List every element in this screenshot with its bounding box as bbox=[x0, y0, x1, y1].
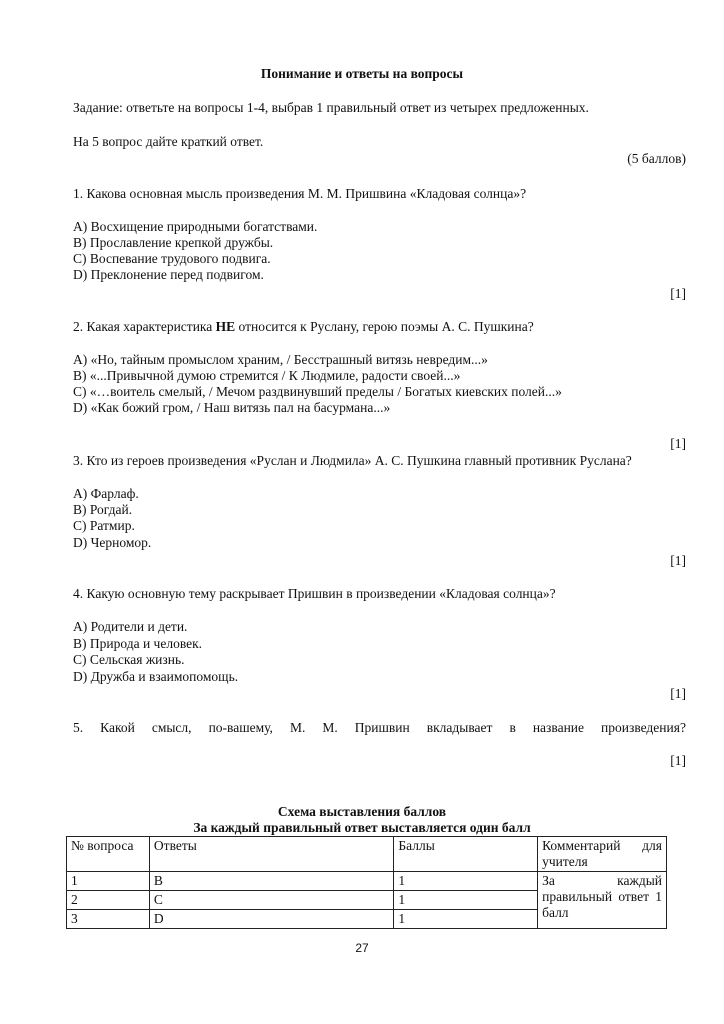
q4-option-c: C) Сельская жизнь. bbox=[73, 652, 185, 667]
table-header-row bbox=[67, 837, 667, 872]
question-1: 1. Какова основная мысль произведения М. М. Пришвина «Кладовая солнца»? bbox=[73, 186, 527, 201]
q4-score: [1] bbox=[670, 686, 686, 701]
task-instruction-2: На 5 вопрос дайте краткий ответ. bbox=[73, 134, 264, 149]
q5-word: по-вашему, bbox=[208, 720, 273, 735]
q2-option-d: D) «Как божий гром, / Наш витязь пал на басурмана...» bbox=[73, 400, 391, 415]
question-4: 4. Какую основную тему раскрывает Пришвин в произведении «Кладовая солнца»? bbox=[73, 586, 556, 601]
q2-text-pre: 2. Какая характеристика bbox=[73, 319, 216, 334]
q3-option-a: A) Фарлаф. bbox=[73, 486, 139, 501]
q5-word: смысл, bbox=[151, 720, 192, 735]
cell-question-number: 3 bbox=[67, 910, 150, 929]
cell-answer: C bbox=[149, 891, 393, 910]
page-title: Понимание и ответы на вопросы bbox=[260, 66, 464, 81]
q5-word: М. bbox=[289, 720, 306, 735]
question-3: 3. Кто из героев произведения «Руслан и Людмила» А. С. Пушкина главный противник Руслана? bbox=[73, 453, 632, 468]
total-points: (5 баллов) bbox=[627, 151, 686, 166]
q4-option-a: A) Родители и дети. bbox=[73, 619, 188, 634]
q3-option-d: D) Черномор. bbox=[73, 535, 152, 550]
q2-text-post: относится к Руслану, герою поэмы А. С. Пушкина? bbox=[235, 319, 534, 334]
q5-word: произведения? bbox=[601, 720, 686, 735]
q1-option-d: D) Преклонение перед подвигом. bbox=[73, 267, 264, 282]
q4-option-b: B) Природа и человек. bbox=[73, 636, 203, 651]
q5-word: Пришвин bbox=[354, 720, 410, 735]
q2-option-c: C) «…воитель смелый, / Мечом раздвинувший пределы / Богатых киевских полей...» bbox=[73, 384, 562, 399]
task-instruction: Задание: ответьте на вопросы 1-4, выбрав 1 правильный ответ из четырех предложенных. bbox=[73, 100, 589, 115]
q3-option-b: B) Рогдай. bbox=[73, 502, 133, 517]
q3-option-c: C) Ратмир. bbox=[73, 518, 135, 533]
q4-option-d: D) Дружба и взаимопомощь. bbox=[73, 669, 239, 684]
q5-word: М. bbox=[322, 720, 338, 735]
q2-option-a: A) «Но, тайным промыслом храним, / Бесстрашный витязь невредим...» bbox=[73, 352, 488, 367]
q1-score: [1] bbox=[670, 286, 686, 301]
q1-option-b: B) Прославление крепкой дружбы. bbox=[73, 235, 274, 250]
scoring-table bbox=[66, 836, 667, 929]
cell-points: 1 bbox=[394, 910, 538, 929]
cell-teacher-comment: За каждый правильный ответ 1 балл bbox=[538, 872, 667, 929]
question-2 bbox=[73, 319, 534, 335]
header-points: Баллы bbox=[394, 837, 538, 872]
cell-points: 1 bbox=[394, 891, 538, 910]
question-5 bbox=[73, 720, 686, 736]
q5-word: 5. bbox=[73, 720, 84, 735]
q3-score: [1] bbox=[670, 553, 686, 568]
q5-word: вкладывает bbox=[426, 720, 493, 735]
header-answers: Ответы bbox=[149, 837, 393, 872]
q2-score: [1] bbox=[670, 436, 686, 451]
q5-word: Какой bbox=[100, 720, 135, 735]
q5-word: в bbox=[509, 720, 516, 735]
cell-points: 1 bbox=[394, 872, 538, 891]
header-question-number: № вопроса bbox=[67, 837, 150, 872]
cell-question-number: 1 bbox=[67, 872, 150, 891]
cell-answer: B bbox=[149, 872, 393, 891]
q5-score: [1] bbox=[670, 753, 686, 768]
q5-word: название bbox=[532, 720, 585, 735]
header-teacher-comment: Комментарий для учителя bbox=[538, 837, 667, 872]
table-row bbox=[67, 872, 667, 891]
cell-answer: D bbox=[149, 910, 393, 929]
q1-option-a: A) Восхищение природными богатствами. bbox=[73, 219, 318, 234]
scheme-title: Схема выставления баллов bbox=[277, 804, 447, 819]
q1-option-c: C) Воспевание трудового подвига. bbox=[73, 251, 271, 266]
page-number: 27 bbox=[355, 941, 369, 955]
q2-text-bold: НЕ bbox=[215, 319, 236, 334]
scheme-subtitle: За каждый правильный ответ выставляется один балл bbox=[193, 820, 531, 835]
cell-question-number: 2 bbox=[67, 891, 150, 910]
q2-option-b: B) «...Привычной думою стремится / К Людмиле, радости своей...» bbox=[73, 368, 461, 383]
